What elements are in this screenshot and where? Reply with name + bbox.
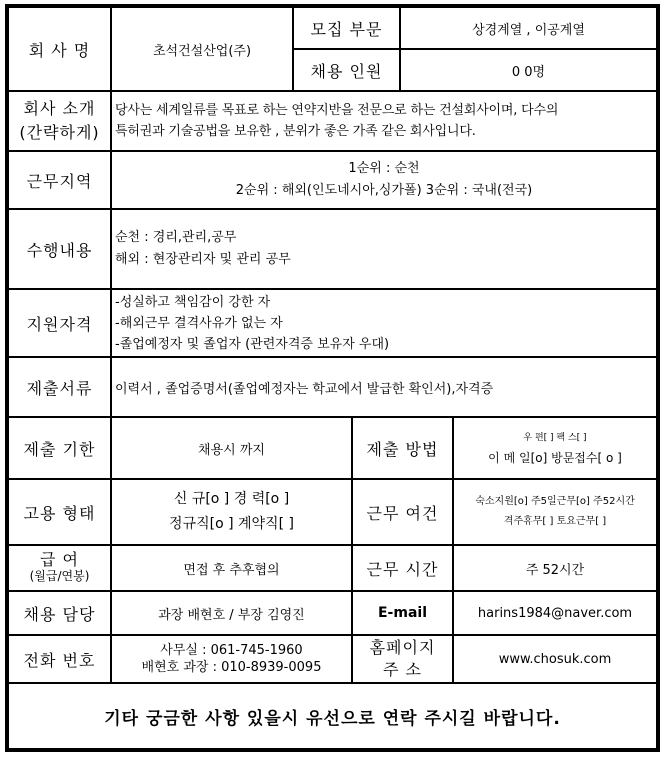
salary-value: 면접 후 추후협의 [111,545,352,591]
work-conditions-value [453,479,657,545]
qualifications-value [111,289,657,357]
homepage-label-line2: 주 소 [382,660,422,679]
work-hours-value: 주 52시간 [453,545,657,591]
qualification-item: -해외근무 결격사유가 없는 자 [115,315,283,331]
work-region-label: 근무지역 [8,151,111,209]
documents-value: 이력서 , 졸업증명서(졸업예정자는 학교에서 발급한 확인서),자격증 [111,357,657,417]
homepage-label-line1: 홈페이지 [369,638,436,657]
duties-label: 수행내용 [8,209,111,289]
salary-label [8,545,111,591]
qualification-item: -졸업예정자 및 졸업자 (관련자격증 보유자 우대) [115,336,390,352]
work-conditions-line1: 숙소지원[o] 주5일근무[o] 주52시간 [475,496,635,507]
deadline-label: 제출 기한 [8,417,111,479]
work-conditions-label: 근무 여건 [352,479,453,545]
contact-person-label: 채용 담당 [8,591,111,635]
homepage-label [352,635,453,683]
phone-line1: 사무실 : 061-745-1960 [160,643,303,658]
work-hours-label: 근무 시간 [352,545,453,591]
deadline-value: 채용시 까지 [111,417,352,479]
work-region-value [111,151,657,209]
email-label: E-mail [352,591,453,635]
work-conditions-line2: 격주휴무[ ] 토요근무[ ] [503,516,607,527]
phone-line2: 배현호 과장 : 010-8939-0095 [141,660,322,675]
duties-value [111,209,657,289]
recruit-field-value: 상경계열 , 이공계열 [400,7,657,49]
intro-label [8,91,111,151]
footer-notice: 기타 궁금한 사항 있을시 유선으로 연락 주시길 바랍니다. [8,683,657,749]
qualification-item: -성실하고 책임감이 강한 자 [115,294,271,310]
phone-value [111,635,352,683]
intro-value [111,91,657,151]
homepage-value[interactable]: www.chosuk.com [453,635,657,683]
salary-label-line2: (월급/연봉) [29,569,90,583]
employment-type-label: 고용 형태 [8,479,111,545]
intro-label-line1: 회사 소개 [23,99,96,118]
qualifications-label: 지원자격 [8,289,111,357]
intro-line1: 당사는 세계일류를 목표로 하는 연약지반을 전문으로 하는 건설회사이며, 다수의 [115,103,559,118]
submit-method-line2: 이 메 일[o] 방문접수[ o ] [488,451,622,465]
intro-line2: 특허권과 기술공법을 보유한 , 분위가 좋은 가족 같은 회사입니다. [115,124,476,139]
job-posting-form [5,4,660,752]
work-region-line1: 1순위 : 순천 [348,161,420,176]
duties-line2: 해외 : 현장관리자 및 관리 공무 [115,252,291,267]
email-value[interactable]: harins1984@naver.com [453,591,657,635]
salary-label-line1: 급 여 [40,550,79,569]
hire-count-value: 0 0명 [400,49,657,91]
contact-person-value: 과장 배현호 / 부장 김영진 [111,591,352,635]
employment-type-line1: 신 규[o ] 경 력[o ] [173,491,290,507]
submit-method-label: 제출 방법 [352,417,453,479]
submit-method-value [453,417,657,479]
submit-method-line1: 우 편[ ] 팩 스[ ] [523,433,587,443]
phone-label: 전화 번호 [8,635,111,683]
company-value: 초석건설산업(주) [111,7,293,91]
employment-type-line2: 정규직[o ] 계약직[ ] [169,516,294,532]
hire-count-label: 채용 인원 [293,49,400,91]
duties-line1: 순천 : 경리,관리,공무 [115,230,237,245]
recruit-field-label: 모집 부문 [293,7,400,49]
intro-label-line2: (간략하게) [19,123,100,142]
employment-type-value [111,479,352,545]
documents-label: 제출서류 [8,357,111,417]
work-region-line2: 2순위 : 해외(인도네시아,싱가폴) 3순위 : 국내(전국) [235,183,533,198]
company-label: 회 사 명 [8,7,111,91]
